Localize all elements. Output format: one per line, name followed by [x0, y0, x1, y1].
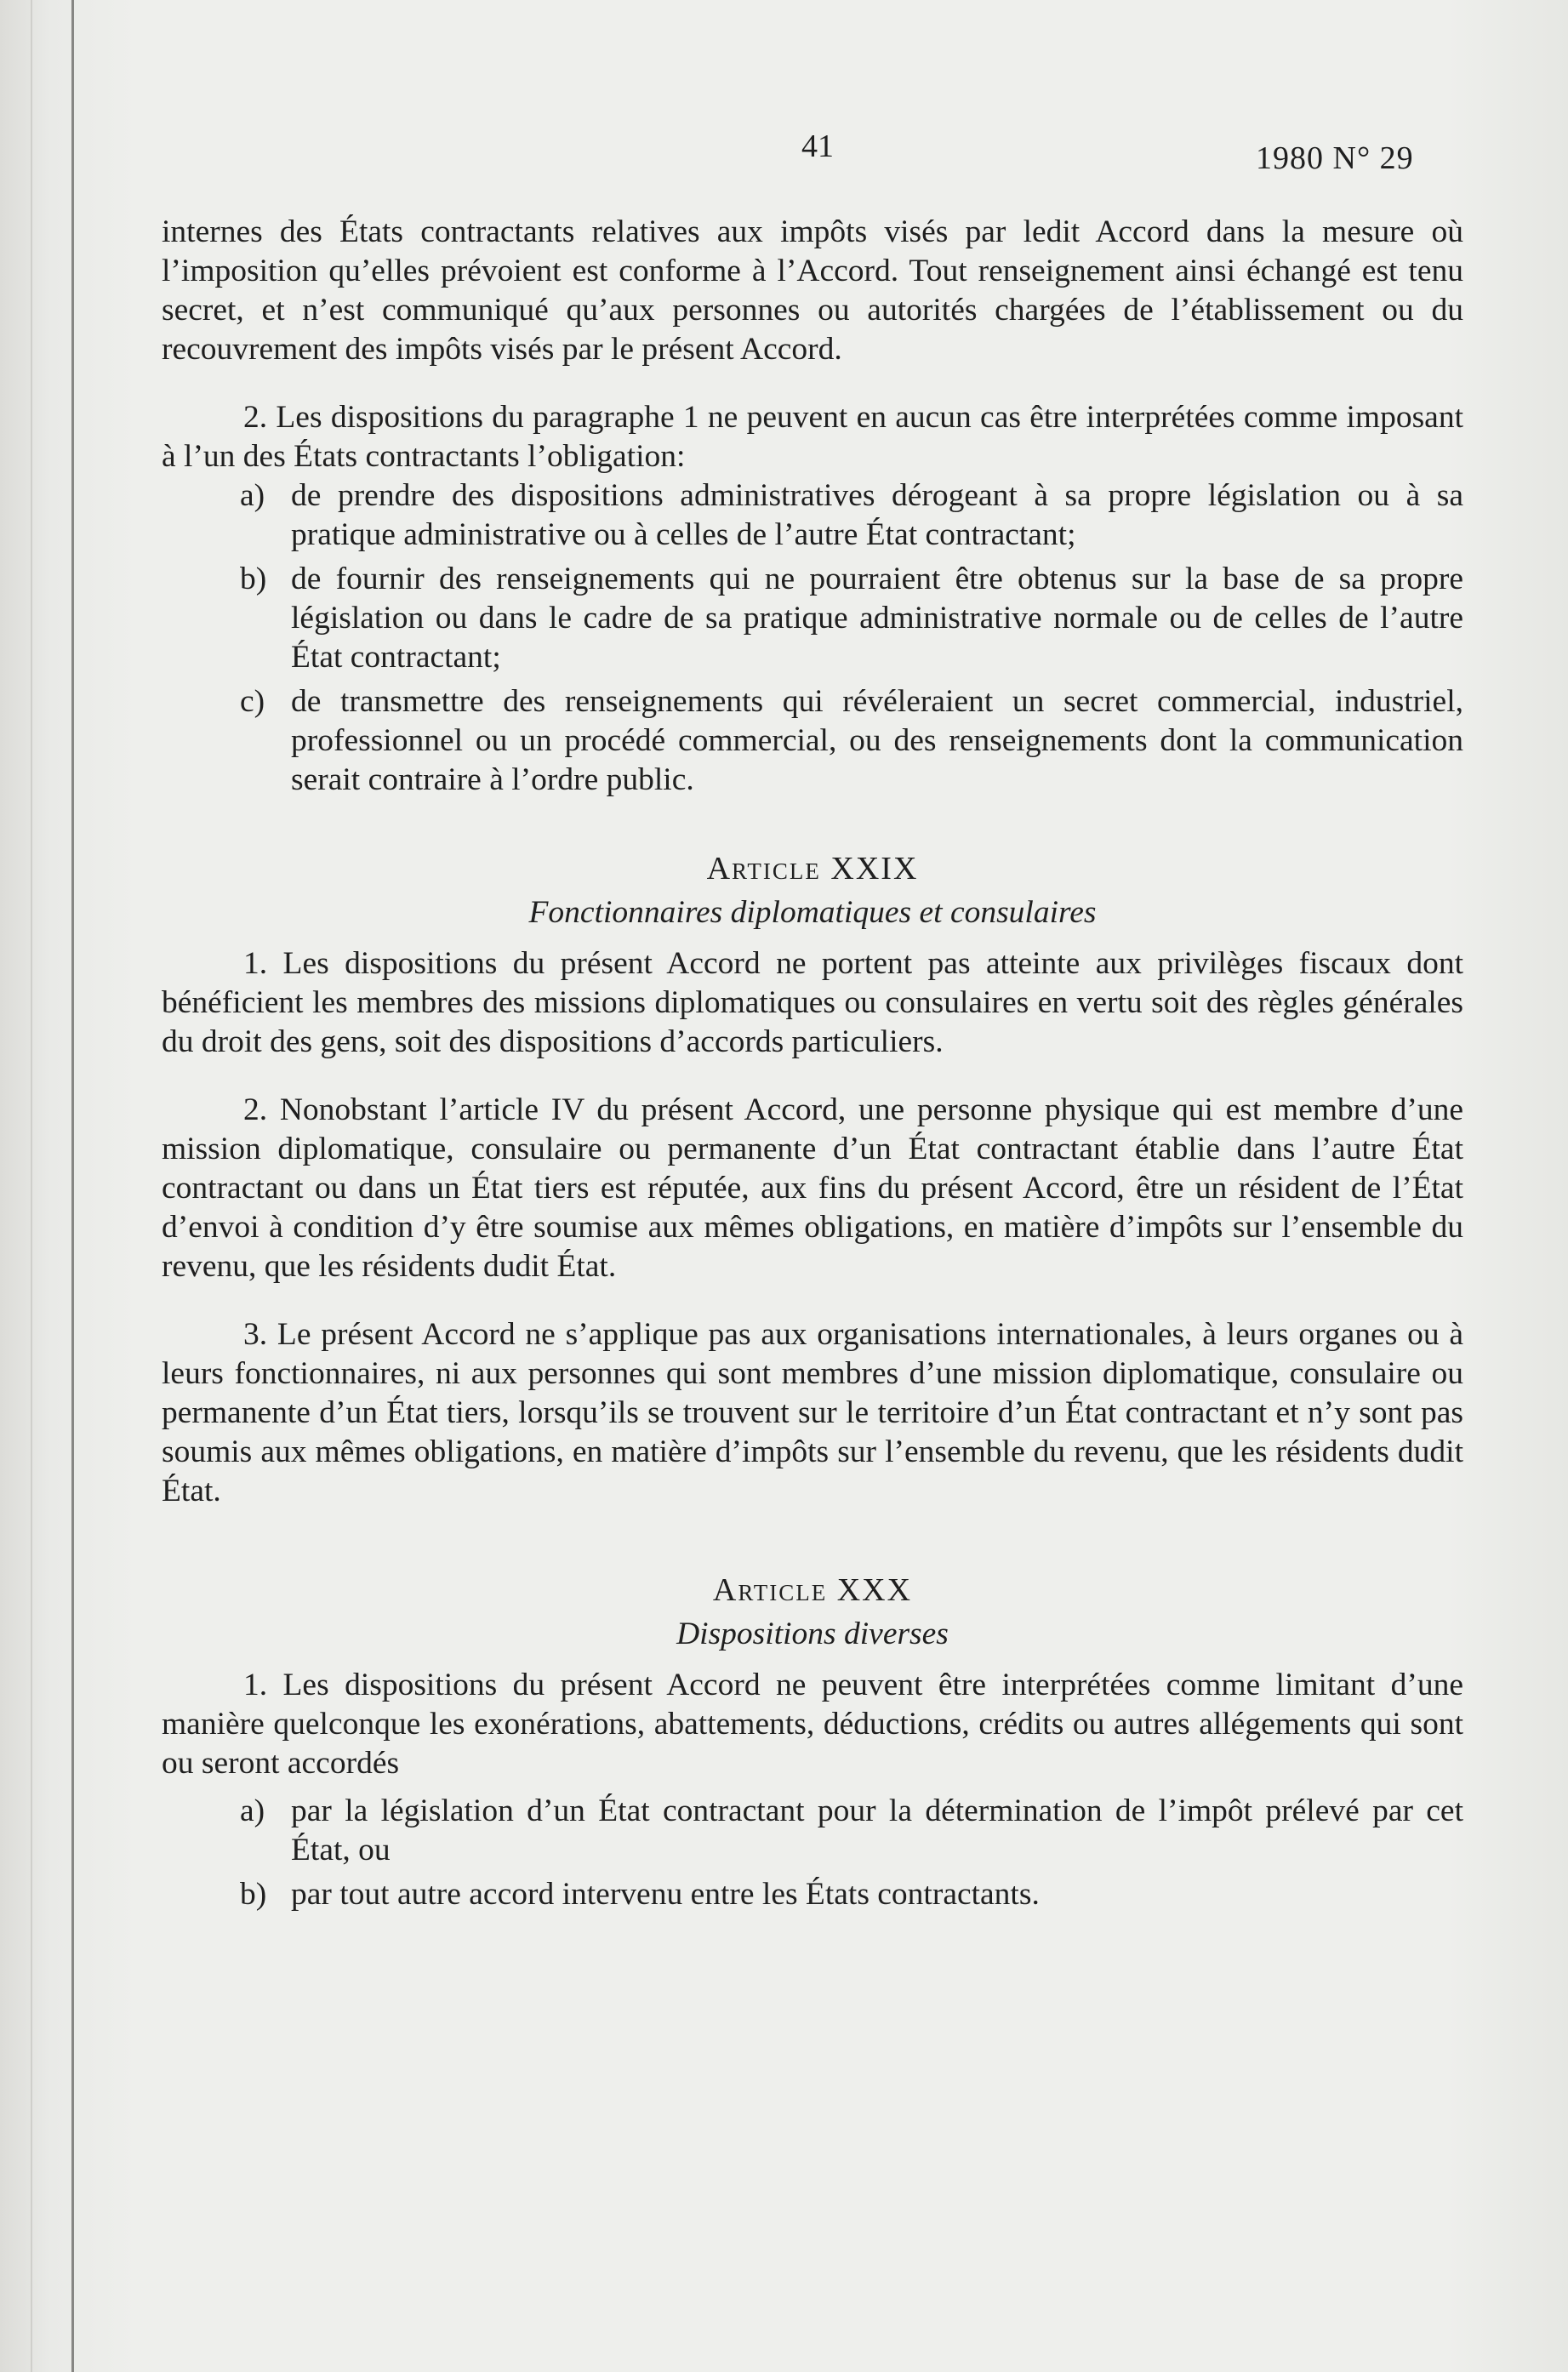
- article-29-title: Article XXIX: [706, 851, 919, 887]
- item-text: de prendre des dispositions administratives dérogeant à sa propre législation ou à sa pratique administrative ou à celles de l’autre État contractant;: [291, 478, 1463, 552]
- page-header: [0, 128, 1568, 179]
- page-number: 41: [801, 128, 834, 164]
- binding-edge: [71, 0, 74, 2372]
- list-item: [162, 1792, 1463, 1870]
- article-30-subtitle: Dispositions diverses: [676, 1616, 949, 1651]
- article-30-paragraph-1: 1. Les dispositions du présent Accord ne peuvent être interprétées comme limitant d’une manière quelconque les exonérations, abattements, déductions, crédits ou autres allégements qui sont ou seront accordés: [162, 1668, 1463, 1781]
- item-text: par la législation d’un État contractant pour la détermination de l’impôt prélevé par cet État, ou: [291, 1793, 1463, 1867]
- item-marker: a): [240, 478, 265, 513]
- body-text: [162, 213, 1463, 1919]
- list-item: [162, 560, 1463, 677]
- item-marker: a): [240, 1793, 265, 1828]
- item-marker: b): [240, 1877, 267, 1912]
- binding-shadow: [31, 0, 32, 2372]
- item-marker: c): [240, 684, 265, 719]
- item-marker: b): [240, 562, 267, 596]
- article-29-paragraph-1: 1. Les dispositions du présent Accord ne portent pas atteinte aux privilèges fiscaux dont bénéficient les membres des missions diplomatiques ou consulaires en vertu soit des règles générales du droit des gens, soit des dispositions d’accords particuliers.: [162, 946, 1463, 1059]
- article-29-paragraph-3: 3. Le présent Accord ne s’applique pas aux organisations internationales, à leurs organes ou à leurs fonctionnaires, ni aux personnes qui sont membres d’une mission diplomatique, consulaire ou permanente d’un État tiers, lorsqu’ils se trouvent sur le territoire d’un État contractant et n’y sont pas soumis aux mêmes obligations, en matière d’impôts sur l’ensemble du revenu, que les résidents dudit État.: [162, 1317, 1463, 1508]
- article-30-title: Article XXX: [712, 1572, 913, 1608]
- list-item: [162, 1875, 1463, 1914]
- continuation-paragraph: internes des États contractants relatives aux impôts visés par ledit Accord dans la mesure où l’imposition qu’elles prévoient est conforme à l’Accord. Tout renseignement ainsi échangé est tenu secret, et n’est communiqué qu’aux personnes ou autorités chargées de l’établissement ou du recouvrement des impôts visés par le présent Accord.: [162, 214, 1463, 367]
- article-29-subtitle: Fonctionnaires diplomatiques et consulaires: [528, 895, 1097, 930]
- item-text: de fournir des renseignements qui ne pourraient être obtenus sur la base de sa propre législation ou dans le cadre de sa pratique administrative normale ou de celles de l’autre État contractant;: [291, 562, 1463, 675]
- item-text: de transmettre des renseignements qui révéleraient un secret commercial, industriel, professionnel ou un procédé commercial, ou des renseignements dont la communication serait contraire à l’ordre public.: [291, 684, 1463, 797]
- paragraph-2: 2. Les dispositions du paragraphe 1 ne peuvent en aucun cas être interprétées comme imposant à l’un des États contractants l’obligation:: [162, 400, 1463, 474]
- list-item: [162, 682, 1463, 800]
- item-text: par tout autre accord intervenu entre les États contractants.: [291, 1877, 1040, 1912]
- document-reference: 1980 N° 29: [1256, 140, 1414, 176]
- article-29-paragraph-2: 2. Nonobstant l’article IV du présent Accord, une personne physique qui est membre d’une mission diplomatique, consulaire ou permanente d’un État contractant établie dans l’autre État contractant ou dans un État tiers est réputée, aux fins du présent Accord, être un résident de l’État d’envoi à condition d’y être soumise aux mêmes obligations, en matière d’impôts sur l’ensemble du revenu, que les résidents dudit État.: [162, 1092, 1463, 1284]
- list-item: [162, 476, 1463, 555]
